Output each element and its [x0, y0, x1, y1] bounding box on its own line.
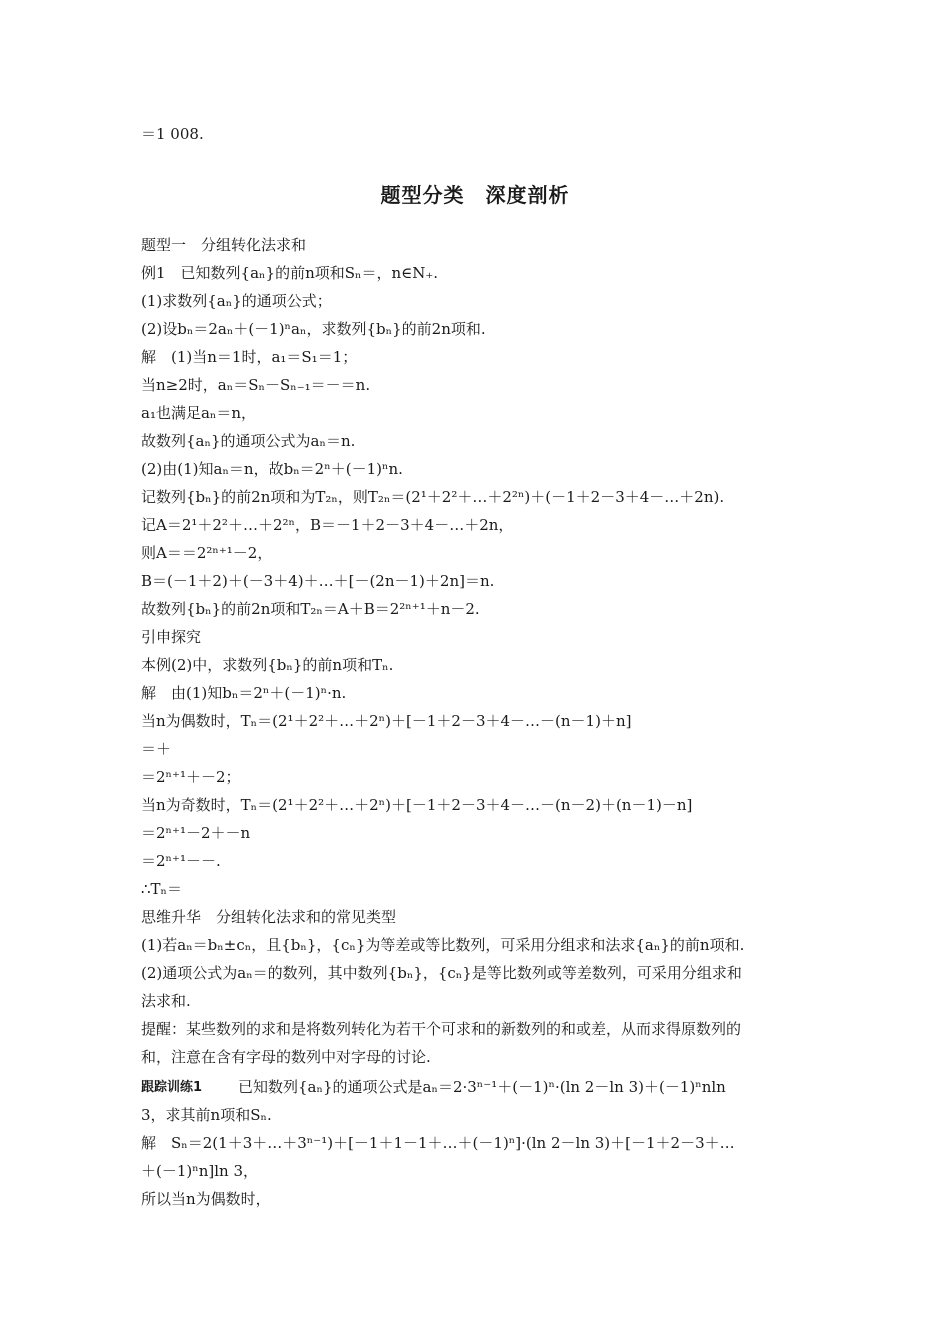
text-line: 已知数列{aₙ}的通项公式是aₙ＝2·3ⁿ⁻¹＋(－1)ⁿ·(ln 2－ln 3)＋(－1)ⁿnln — [238, 1078, 726, 1096]
text-line: 法求和. — [141, 992, 191, 1010]
text-line: ＋(－1)ⁿn]ln 3， — [141, 1162, 259, 1180]
text-line: ∴Tₙ＝ — [141, 880, 183, 898]
text-line: (2)通项公式为aₙ＝的数列，其中数列{bₙ}，{cₙ}是等比数列或等差数列，可采用分组求和 — [141, 964, 742, 982]
text-line: 本例(2)中，求数列{bₙ}的前n项和Tₙ. — [141, 656, 394, 674]
section-heading: 题型分类 深度剖析 — [380, 183, 570, 207]
text-line: 则A＝＝2²ⁿ⁺¹－2， — [141, 544, 273, 562]
text-line: 记数列{bₙ}的前2n项和为T₂ₙ，则T₂ₙ＝(2¹＋2²＋…＋2²ⁿ)＋(－1＋2－3＋4－…＋2n). — [141, 488, 725, 506]
text-line: (2)设bₙ＝2aₙ＋(－1)ⁿaₙ，求数列{bₙ}的前2n项和. — [141, 320, 486, 338]
text-line: 解 由(1)知bₙ＝2ⁿ＋(－1)ⁿ·n. — [141, 684, 347, 702]
text-line: ＝1 008. — [141, 125, 204, 143]
text-line: 当n为奇数时，Tₙ＝(2¹＋2²＋…＋2ⁿ)＋[－1＋2－3＋4－…－(n－2)＋(n－1)－n] — [141, 796, 693, 814]
text-line: 当n≥2时，aₙ＝Sₙ－Sₙ₋₁＝－＝n. — [141, 376, 371, 394]
text-line: 解 (1)当n＝1时，a₁＝S₁＝1； — [141, 348, 358, 366]
text-line: ＝2ⁿ⁺¹－2＋－n — [141, 824, 251, 842]
text-line: 当n为偶数时，Tₙ＝(2¹＋2²＋…＋2ⁿ)＋[－1＋2－3＋4－…－(n－1)＋n] — [141, 712, 632, 730]
text-line: 提醒：某些数列的求和是将数列转化为若干个可求和的新数列的和或差，从而求得原数列的 — [141, 1020, 742, 1038]
text-line: 思维升华 分组转化法求和的常见类型 — [141, 908, 397, 926]
text-line: ＝2ⁿ⁺¹－－. — [141, 852, 221, 870]
text-line: 所以当n为偶数时， — [141, 1190, 271, 1208]
text-line: ＝＋ — [141, 740, 172, 758]
text-line: 例1 已知数列{aₙ}的前n项和Sₙ＝，n∈N₊. — [141, 264, 439, 282]
text-line: 和，注意在含有字母的数列中对字母的讨论. — [141, 1048, 431, 1066]
text-line: (2)由(1)知aₙ＝n，故bₙ＝2ⁿ＋(－1)ⁿn. — [141, 460, 403, 478]
practice-label: 跟踪训练1 — [141, 1080, 203, 1095]
text-line: B＝(－1＋2)＋(－3＋4)＋…＋[－(2n－1)＋2n]＝n. — [141, 572, 495, 590]
text-line: (1)若aₙ＝bₙ±cₙ，且{bₙ}，{cₙ}为等差或等比数列，可采用分组求和法求{aₙ}的前n项和. — [141, 936, 745, 954]
text-line: ＝2ⁿ⁺¹＋－2； — [141, 768, 241, 786]
text-line: 记A＝2¹＋2²＋…＋2²ⁿ，B＝－1＋2－3＋4－…＋2n， — [141, 516, 514, 534]
text-line: a₁也满足aₙ＝n， — [141, 404, 257, 422]
text-line: 故数列{bₙ}的前2n项和T₂ₙ＝A＋B＝2²ⁿ⁺¹＋n－2. — [141, 600, 480, 618]
text-line: 3，求其前n项和Sₙ. — [141, 1106, 272, 1124]
text-line: (1)求数列{aₙ}的通项公式； — [141, 292, 332, 310]
text-line: 题型一 分组转化法求和 — [141, 236, 307, 254]
text-line: 故数列{aₙ}的通项公式为aₙ＝n. — [141, 432, 356, 450]
text-line: 引申探究 — [141, 628, 202, 646]
text-line: 解 Sₙ＝2(1＋3＋…＋3ⁿ⁻¹)＋[－1＋1－1＋…＋(－1)ⁿ]·(ln 2－ln 3)＋[－1＋2－3＋… — [141, 1134, 735, 1152]
